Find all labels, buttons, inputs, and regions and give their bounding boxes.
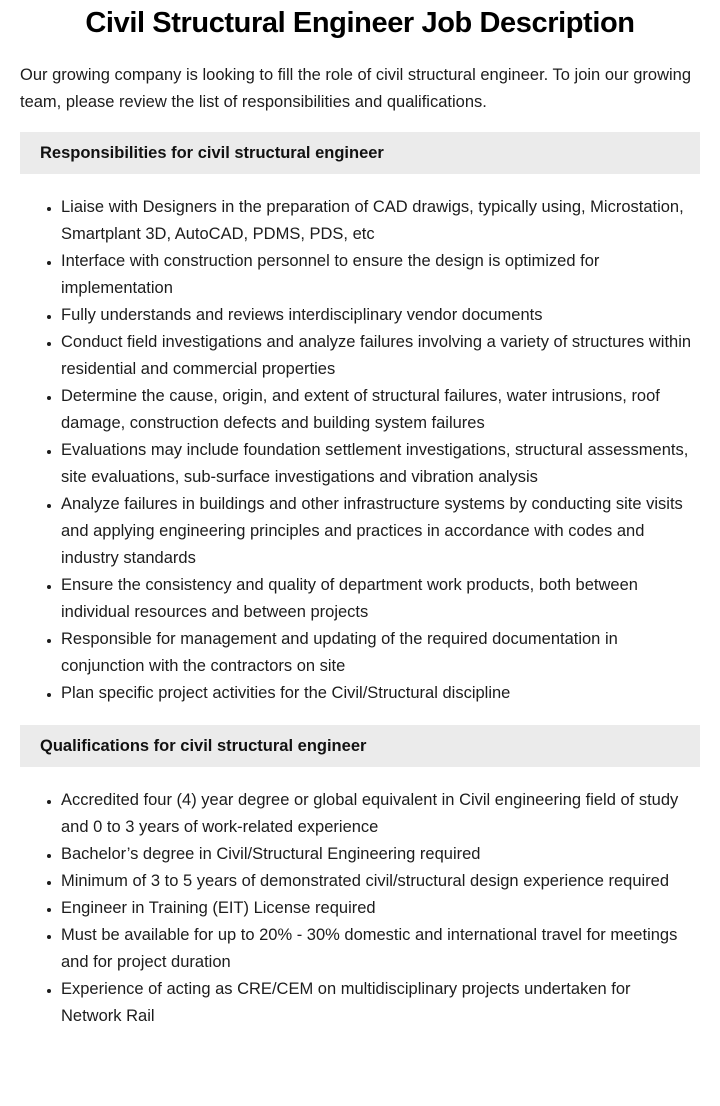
list-item: • Liaise with Designers in the preparation of CAD drawigs, typically using, Microstation, Smartplant 3D, AutoCAD, PDMS, PDS, etc — [61, 194, 695, 248]
list-item: • Fully understands and reviews interdisciplinary vendor documents — [61, 302, 695, 329]
list-item: • Conduct field investigations and analyze failures involving a variety of structures within residential and commercial properties — [61, 329, 695, 383]
list-item: • Accredited four (4) year degree or global equivalent in Civil engineering field of study and 0 to 3 years of work-related experience — [61, 787, 695, 841]
qualifications-list — [20, 787, 700, 1030]
list-item: • Engineer in Training (EIT) License required — [61, 895, 695, 922]
list-item: • Evaluations may include foundation settlement investigations, structural assessments, site evaluations, sub-surface investigations and vibration analysis — [61, 437, 695, 491]
section-heading-responsibilities — [20, 132, 700, 174]
list-item: • Analyze failures in buildings and other infrastructure systems by conducting site visits and applying engineering principles and practices in accordance with codes and industry standards — [61, 491, 695, 572]
list-item: • Bachelor’s degree in Civil/Structural Engineering required — [61, 841, 695, 868]
intro-paragraph: Our growing company is looking to fill the role of civil structural engineer. To join our growing team, please review the list of responsibilities and qualifications. — [20, 66, 692, 111]
responsibilities-list — [20, 194, 700, 707]
list-item: • Interface with construction personnel to ensure the design is optimized for implementation — [61, 248, 695, 302]
page-title: Civil Structural Engineer Job Description — [85, 7, 635, 39]
list-item: • Experience of acting as CRE/CEM on multidisciplinary projects undertaken for Network Rail — [61, 976, 695, 1030]
list-item: • Plan specific project activities for the Civil/Structural discipline — [61, 680, 695, 707]
list-item: • Responsible for management and updating of the required documentation in conjunction with the contractors on site — [61, 626, 695, 680]
list-item: • Ensure the consistency and quality of department work products, both between individual resources and between projects — [61, 572, 695, 626]
list-item: • Determine the cause, origin, and extent of structural failures, water intrusions, roof damage, construction defects and building system failures — [61, 383, 695, 437]
list-item: • Minimum of 3 to 5 years of demonstrated civil/structural design experience required — [61, 868, 695, 895]
section-heading-qualifications-label: Qualifications for civil structural engineer — [40, 737, 367, 755]
section-heading-responsibilities-label: Responsibilities for civil structural engineer — [40, 144, 384, 162]
list-item: • Must be available for up to 20% - 30% domestic and international travel for meetings and for project duration — [61, 922, 695, 976]
section-heading-qualifications — [20, 725, 700, 767]
